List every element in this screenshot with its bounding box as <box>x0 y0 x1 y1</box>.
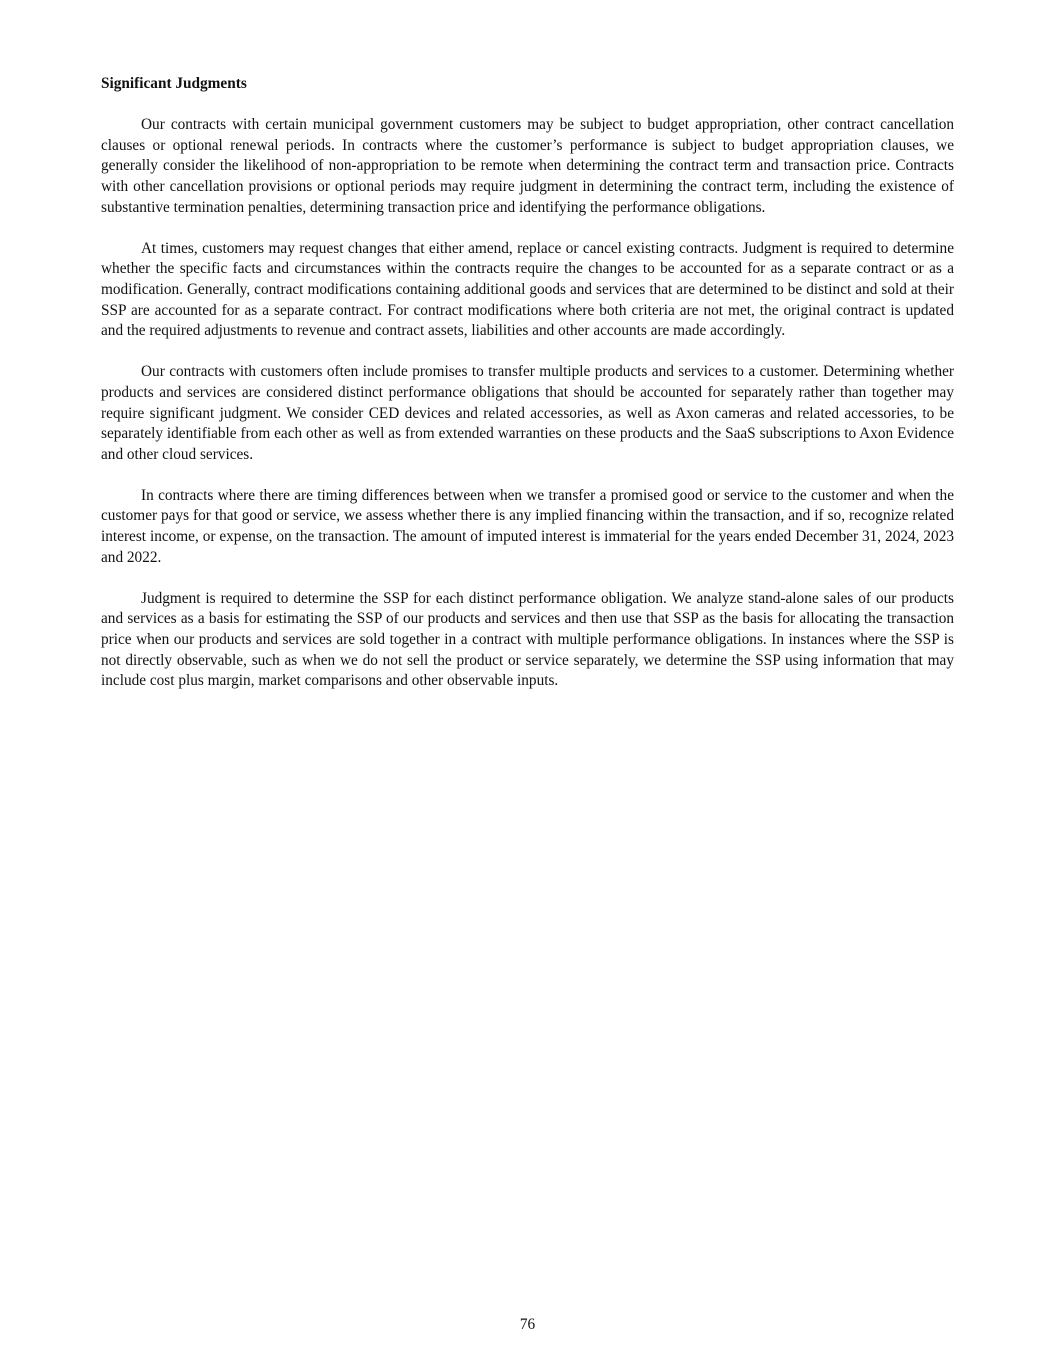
document-page <box>101 74 954 712</box>
page-number: 76 <box>519 1316 536 1333</box>
section-heading: Significant Judgments <box>101 75 247 92</box>
paragraph-budget-appropriation: Our contracts with certain municipal government customers may be subject to budget appropriation, other contract cancellation clauses or optional renewal periods. In contracts where the customer’s performance is subject to budget appropriation clauses, we generally consider the likelihood of non-appropriation to be remote when determining the contract term and transaction price. Contracts with other cancellation provisions or optional periods may require judgment in determining the contract term, including the existence of substantive termination penalties, determining transaction price and identifying the performance obligations. <box>101 116 954 216</box>
paragraph-ssp-determination: Judgment is required to determine the SSP for each distinct performance obligation. We analyze stand-alone sales of our products and services as a basis for estimating the SSP of our products and services and then use that SSP as the basis for allocating the transaction price when our products and services are sold together in a contract with multiple performance obligations. In instances where the SSP is not directly observable, such as when we do not sell the product or service separately, we determine the SSP using information that may include cost plus margin, market comparisons and other observable inputs. <box>101 589 954 690</box>
paragraph-contract-modifications: At times, customers may request changes that either amend, replace or cancel existing contracts. Judgment is required to determine whether the specific facts and circumstances within the contracts require the changes to be accounted for as a separate contract or as a modification. Generally, contract modifications containing additional goods and services that are determined to be distinct and sold at their SSP are accounted for as a separate contract. For contract modifications where both criteria are not met, the original contract is updated and the required adjustments to revenue and contract assets, liabilities and other accounts are made accordingly. <box>101 239 954 340</box>
paragraph-performance-obligations: Our contracts with customers often include promises to transfer multiple products and services to a customer. Determining whether products and services are considered distinct performance obligations that should be accounted for separately rather than together may require significant judgment. We consider CED devices and related accessories, as well as Axon cameras and related accessories, to be separately identifiable from each other as well as from extended warranties on these products and the SaaS subscriptions to Axon Evidence and other cloud services. <box>101 363 954 463</box>
paragraph-financing-component: In contracts where there are timing differences between when we transfer a promised good or service to the customer and when the customer pays for that good or service, we assess whether there is any implied financing within the transaction, and if so, recognize related interest income, or expense, on the transaction. The amount of imputed interest is immaterial for the years ended December 31, 2024, 2023 and 2022. <box>101 486 954 566</box>
